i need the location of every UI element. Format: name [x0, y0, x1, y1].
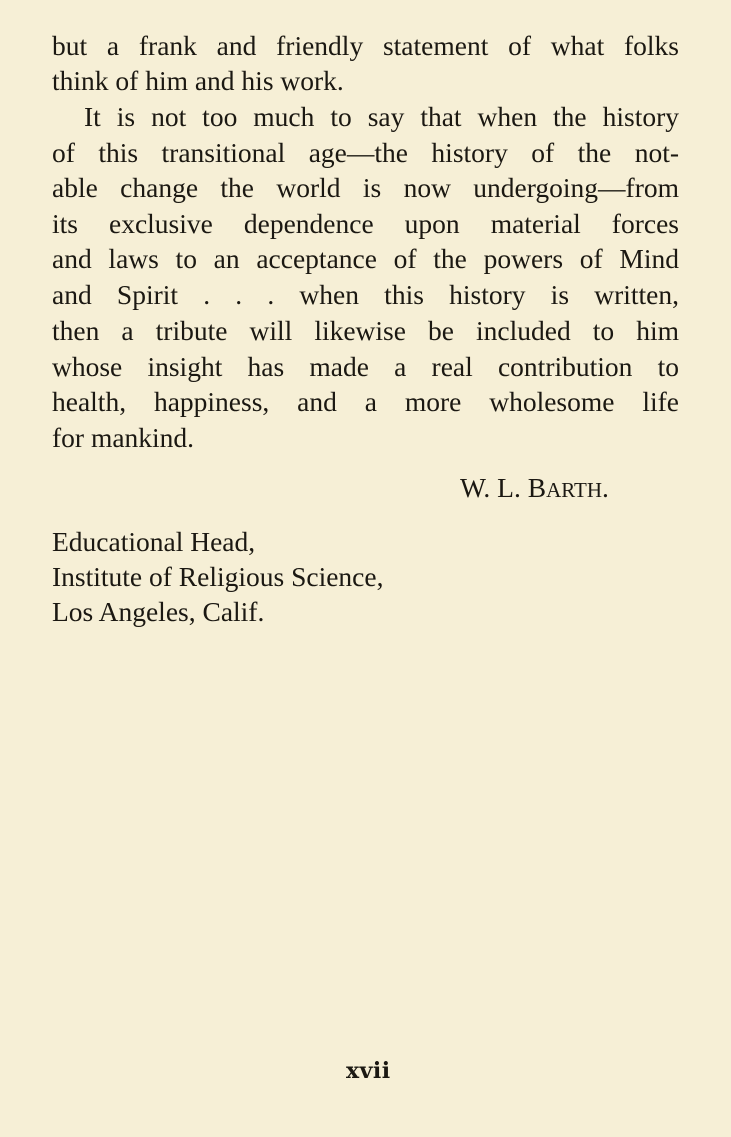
- text-line: It is not too much to say that when the history: [84, 101, 679, 132]
- text-line: and laws to an acceptance of the powers of Mind: [52, 243, 679, 274]
- signature: [460, 470, 609, 508]
- text-line: health, happiness, and a more wholesome life: [52, 386, 679, 417]
- text-line: and Spirit . . . when this history is written,: [52, 279, 679, 310]
- text-line: able change the world is now undergoing—from: [52, 172, 679, 203]
- text-line: for mankind.: [52, 422, 195, 453]
- text-line: then a tribute will likewise be included to him: [52, 315, 679, 346]
- signature-period: .: [601, 472, 609, 503]
- signature-surname: ARTH: [546, 478, 602, 502]
- page-number: xvii: [346, 1058, 391, 1084]
- address-line: Educational Head,: [52, 526, 256, 557]
- signature-initials: W. L. B: [460, 472, 547, 503]
- text-line: whose insight has made a real contribution to: [52, 351, 679, 382]
- text-line: its exclusive dependence upon material forces: [52, 208, 679, 239]
- text-line: think of him and his work.: [52, 65, 344, 96]
- address-line: Institute of Religious Science,: [52, 561, 384, 592]
- text-line: of this transitional age—the history of the not-: [52, 137, 679, 168]
- text-line: but a frank and friendly statement of what folks: [52, 30, 679, 61]
- address-line: Los Angeles, Calif.: [52, 596, 265, 627]
